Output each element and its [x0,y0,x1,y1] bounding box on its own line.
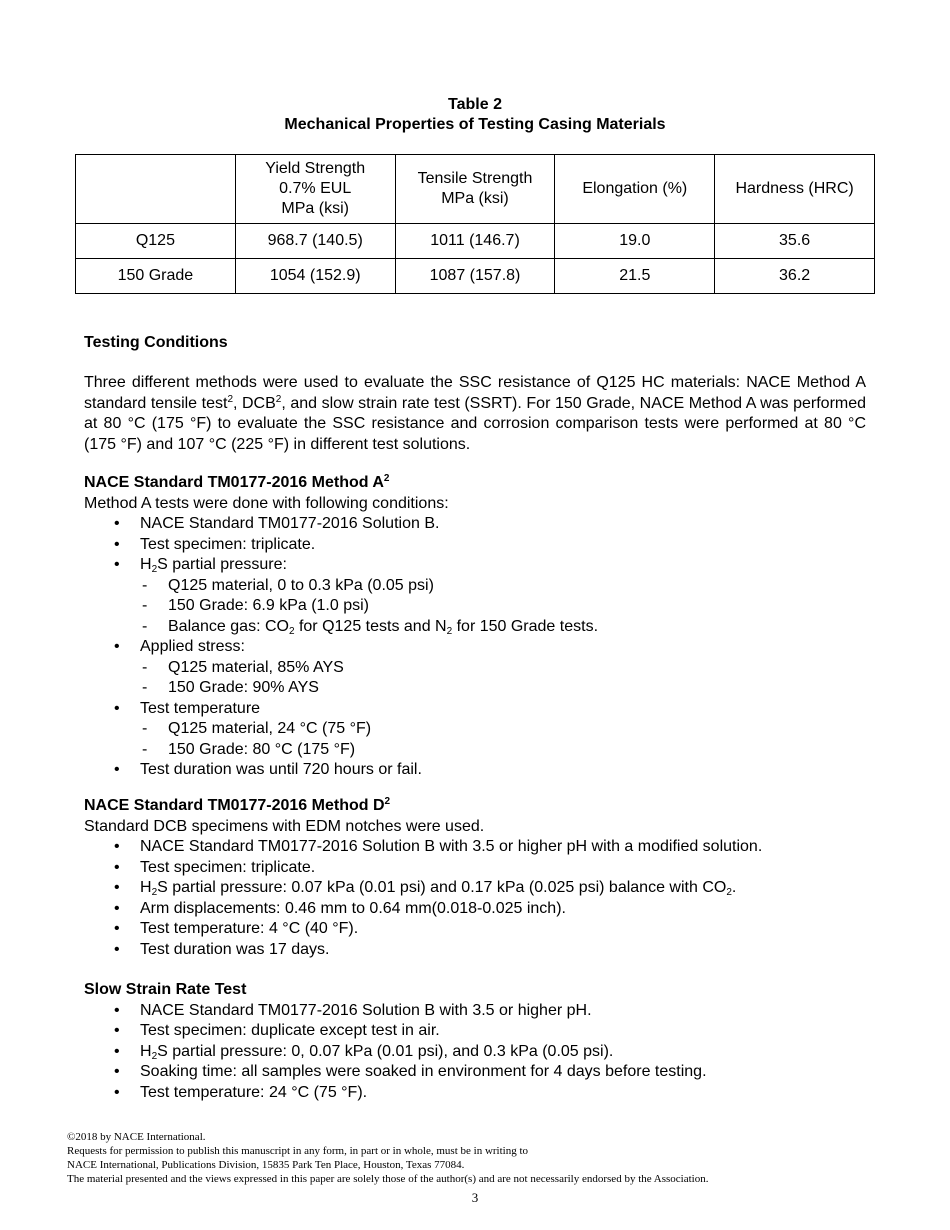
table-cell: 35.6 [715,224,875,259]
balance-gas-b: for Q125 tests and N [294,617,447,635]
table-cell: 21.5 [555,259,715,294]
list-item: • Test temperature: 4 °C (40 °F). [84,919,866,940]
h2s-pressure-text: S partial pressure: 0.07 kPa (0.01 psi) and 0.17 kPa (0.025 psi) balance with CO [157,879,727,896]
testing-conditions-heading: Testing Conditions [84,334,228,351]
header-elongation: Elongation (%) [555,155,715,224]
method-a-heading-text: NACE Standard TM0177-2016 Method A [84,474,384,491]
method-d-section [84,796,866,960]
h2s-text: H [140,1042,152,1060]
list-item [84,699,866,761]
subscript: 2 [151,887,158,898]
table-cell: 1011 (146.7) [395,224,555,259]
ssrt-section [84,980,866,1103]
list-item [84,878,866,899]
table-label: Table 2 [448,96,502,113]
header-hardness: Hardness (HRC) [715,155,875,224]
list-item [84,637,866,699]
method-a-intro: Method A tests were done with following conditions: [84,494,449,512]
table-cell: 968.7 (140.5) [235,224,395,259]
testing-conditions-paragraph [84,373,866,455]
method-a-citation: 2 [383,473,390,484]
table-cell: 1087 (157.8) [395,259,555,294]
list-item: • Test specimen: triplicate. [84,858,866,879]
subscript: 2 [726,887,732,898]
table-cell: 36.2 [715,259,875,294]
table-cell: Q125 [76,224,236,259]
sub-list-item: - 150 Grade: 80 °C (175 °F) [140,740,866,761]
header-tensile-strength [395,155,555,224]
list-item: • Test duration was 17 days. [84,940,866,961]
header-cell-empty [76,155,236,224]
method-d-citation: 2 [384,796,391,807]
footer-line: Requests for permission to publish this manuscript in any form, in part or in whole, must be in writing to [67,1145,529,1157]
sub-list-item: - Q125 material, 85% AYS [140,658,866,679]
list-item: • Arm displacements: 0.46 mm to 0.64 mm(0.018-0.025 inch). [84,899,866,920]
list-item: • Test specimen: duplicate except test in air. [84,1021,866,1042]
method-d-heading [84,796,866,817]
applied-stress-label: Applied stress: [140,638,245,655]
list-item: • NACE Standard TM0177-2016 Solution B with 3.5 or higher pH. [84,1001,866,1022]
stress-sublist [140,658,866,699]
table-cell: 150 Grade [76,259,236,294]
subscript: 2 [288,625,295,637]
temperature-label: Test temperature [140,699,261,717]
header-tensile-strength-text: Tensile Strength MPa (ksi) [417,170,533,207]
copyright-footer [67,1130,883,1186]
list-item [84,1042,866,1063]
tc-text-1: Three different methods were used to evaluate the SSC resistance of Q125 HC materials: NACE Method A standard tensile test [84,374,866,412]
ssrt-heading: Slow Strain Rate Test [84,981,247,998]
h2s-period: . [731,879,737,896]
list-item: • NACE Standard TM0177-2016 Solution B with 3.5 or higher pH with a modified solution. [84,837,866,858]
table-row [76,224,875,259]
method-d-intro: Standard DCB specimens with EDM notches were used. [84,817,485,835]
list-item: • NACE Standard TM0177-2016 Solution B. [84,514,866,535]
method-d-heading-text: NACE Standard TM0177-2016 Method D [84,797,385,814]
tc-text-3: , and slow strain rate test (SSRT). For 150 Grade, NACE Method A was performed at 80 °C (175 °F) to evaluate the SSC resistance and corrosion comparison tests were performed at 80 °C (175 °F) and 107 °C (225 °F) in different test solutions. [84,394,867,453]
sub-list-item [140,617,866,638]
h2s-text: H [140,879,152,896]
balance-gas-c: for 150 Grade tests. [452,617,599,635]
list-item: • Test duration was until 720 hours or fail. [84,760,866,781]
tc-citation-2: 2 [275,393,282,405]
h2s-text: H [140,556,152,573]
method-d-list [84,837,866,960]
footer-line: ©2018 by NACE International. [67,1131,206,1143]
h2s-label: S partial pressure: [157,556,287,573]
header-yield-strength-text: Yield Strength 0.7% EUL MPa (ksi) [265,160,366,217]
sub-list-item: - Q125 material, 24 °C (75 °F) [140,719,866,740]
list-item [84,555,866,637]
footer-line: The material presented and the views expressed in this paper are solely those of the author(s) and are not necessarily endorsed by the Association. [67,1173,709,1185]
list-item: • Test specimen: triplicate. [84,535,866,556]
subscript: 2 [446,625,453,637]
list-item: • Soaking time: all samples were soaked in environment for 4 days before testing. [84,1062,866,1083]
sub-list-item: - 150 Grade: 6.9 kPa (1.0 psi) [140,596,866,617]
method-a-section [84,473,866,781]
header-yield-strength [235,155,395,224]
table-header-row [76,155,875,224]
table-cell: 19.0 [555,224,715,259]
h2s-sublist [140,576,866,638]
subscript: 2 [151,564,158,575]
h2s-pressure-text: S partial pressure: 0, 0.07 kPa (0.01 psi), and 0.3 kPa (0.05 psi). [157,1042,614,1060]
sub-list-item: - 150 Grade: 90% AYS [140,678,866,699]
footer-line: NACE International, Publications Division, 15835 Park Ten Place, Houston, Texas 77084. [67,1159,465,1171]
method-a-heading [84,473,866,494]
temperature-sublist [140,719,866,760]
sub-list-item: - Q125 material, 0 to 0.3 kPa (0.05 psi) [140,576,866,597]
tc-text-2: , DCB [233,394,276,412]
method-a-list [84,514,866,781]
page-number: 3 [471,1190,479,1205]
mechanical-properties-table [75,154,875,294]
table-row [76,259,875,294]
ssrt-list [84,1001,866,1104]
tc-citation-1: 2 [227,393,233,405]
list-item: • Test temperature: 24 °C (75 °F). [84,1083,866,1104]
subscript: 2 [151,1050,158,1062]
table-title: Mechanical Properties of Testing Casing Materials [284,116,666,133]
table-cell: 1054 (152.9) [235,259,395,294]
balance-gas-a: Balance gas: CO [168,617,289,635]
